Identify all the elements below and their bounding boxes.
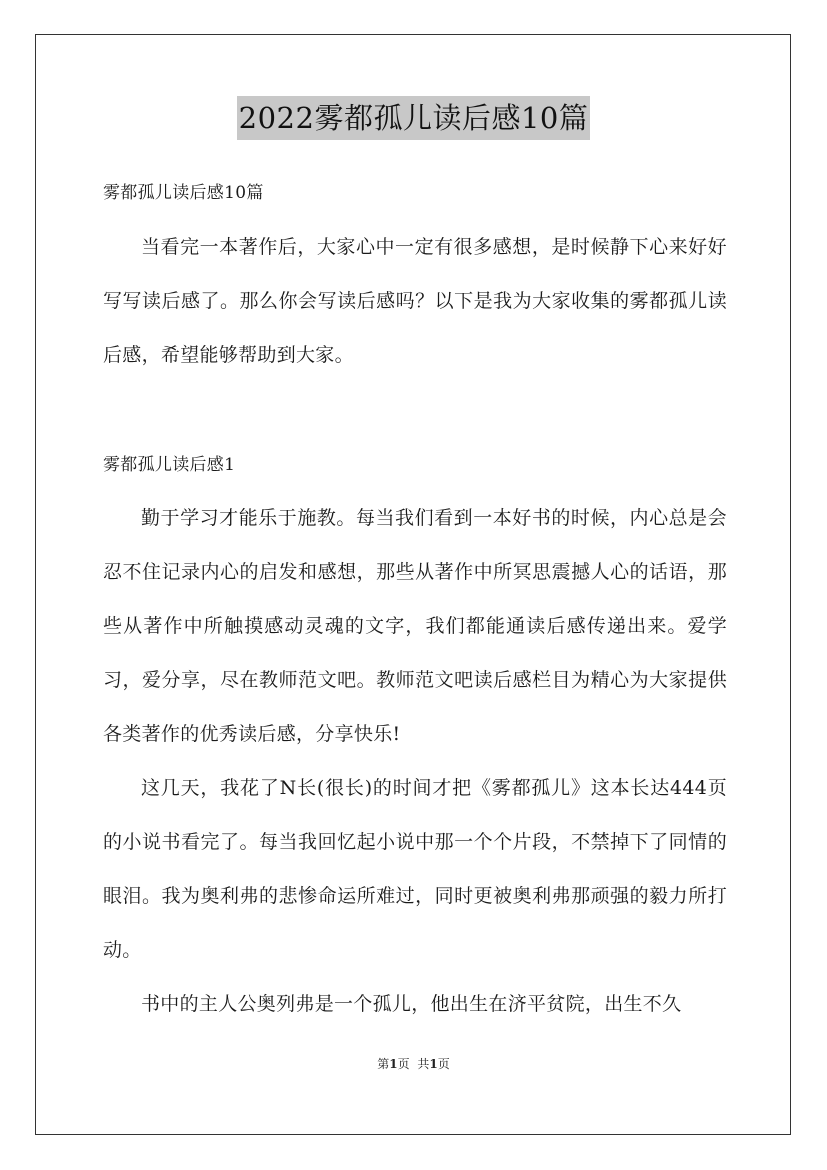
section1-paragraph-2: 这几天，我花了N长(很长)的时间才把《雾都孤儿》这本长达444页的小说书看完了。每当我回忆起小说中那一个个片段，不禁掉下了同情的眼泪。我为奥利弗的悲惨命运所难过，同时更被奥利弗那顽强的毅力所打动。 <box>103 777 727 961</box>
document-title: 2022雾都孤儿读后感10篇 <box>237 96 591 140</box>
intro-heading: 雾都孤儿读后感10篇 <box>103 183 264 203</box>
footer-page-number: 1 <box>389 1057 398 1071</box>
title-container <box>0 96 827 140</box>
section1-heading: 雾都孤儿读后感1 <box>103 455 236 475</box>
footer-page-prefix: 第 <box>377 1057 390 1071</box>
section1-paragraph-3: 书中的主人公奥列弗是一个孤儿，他出生在济平贫院，出生不久 <box>141 993 682 1015</box>
section1-paragraph-1: 勤于学习才能乐于施教。每当我们看到一本好书的时候，内心总是会忍不住记录内心的启发和感想，那些从著作中所冥思震撼人心的话语，那些从著作中所触摸感动灵魂的文字，我们都能通读后感传递出来。爱学习，爱分享，尽在教师范文吧。教师范文吧读后感栏目为精心为大家提供各类著作的优秀读后感，分享快乐! <box>103 507 727 745</box>
page-footer <box>0 1055 827 1073</box>
footer-total-suffix: 页 <box>437 1057 450 1071</box>
intro-paragraph: 当看完一本著作后，大家心中一定有很多感想，是时候静下心来好好写写读后感了。那么你会写读后感吗？以下是我为大家收集的雾都孤儿读后感，希望能够帮助到大家。 <box>103 236 727 366</box>
footer-page-mid: 页 <box>397 1057 410 1071</box>
footer-total-prefix: 共 <box>417 1057 430 1071</box>
footer-total-number: 1 <box>429 1057 438 1071</box>
